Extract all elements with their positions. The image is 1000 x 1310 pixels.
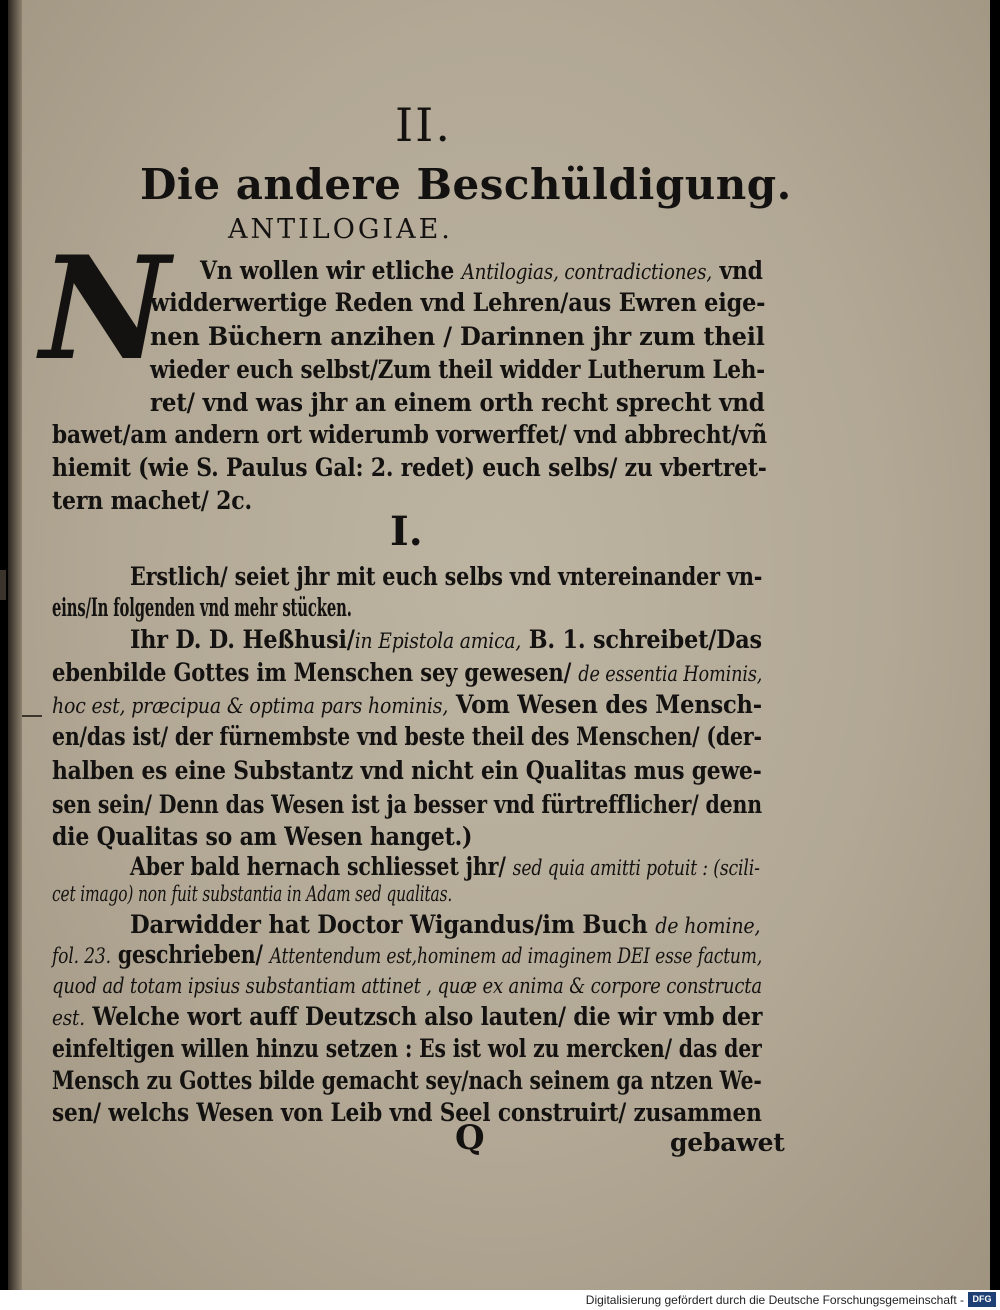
margin-mark-left: [0, 570, 6, 600]
dfg-logo: DFG: [968, 1292, 996, 1307]
text-line: [52, 756, 762, 785]
text-line: [52, 1002, 762, 1031]
catchword: gebawet: [670, 1128, 785, 1157]
text-span: bawet/am andern ort widerumb vorwerffet/ vnd abbrecht/vñ: [52, 420, 767, 449]
text-span: eins/In folgenden vnd mehr stücken.: [52, 593, 352, 622]
text-span: I.: [390, 508, 423, 555]
footer-text: Digitalisierung gefördert durch die Deutsche Forschungsgemeinschaft -: [585, 1293, 964, 1307]
text-span: nen Büchern anzihen / Darinnen jhr zum theil: [150, 322, 765, 351]
text-span: halben es eine Substantz vnd nicht ein Qualitas mus gewe-: [52, 756, 762, 785]
section-subheading: ANTILOGIAE.: [228, 214, 453, 245]
chapter-numeral: II.: [395, 98, 452, 152]
text-span: hiemit (wie S. Paulus Gal: 2. redet) euch selbs/ zu vbertret-: [52, 453, 767, 482]
text-span: en/das ist/ der fürnembste vnd beste theil des Menschen/ (der-: [52, 722, 762, 751]
text-line: [52, 790, 762, 819]
latin-span: in Epistola amica,: [354, 629, 522, 653]
text-span: Erstlich/ seiet jhr mit euch selbs vnd vntereinander vn-: [130, 562, 763, 591]
latin-span: cet imago) non fuit substantia in Adam sed qualitas.: [52, 882, 453, 906]
text-line: [200, 256, 763, 285]
latin-span: quod ad totam ipsius substantiam attinet , quæ ex anima & corpore constructa: [52, 974, 762, 998]
text-span: Vom Wesen des Mensch-: [448, 690, 762, 719]
text-line: [52, 822, 472, 851]
signature-mark: Q: [455, 1118, 485, 1158]
text-line: [52, 1098, 762, 1127]
text-line: [52, 1066, 762, 1095]
text-line: [52, 878, 452, 907]
text-span: wieder euch selbst/Zum theil widder Lutherum Leh-: [150, 355, 765, 384]
footer-bar: [0, 1290, 1000, 1310]
latin-span: fol. 23.: [52, 944, 111, 968]
text-span: Welche wort auff Deutzsch also lauten/ die wir vmb der: [84, 1002, 763, 1031]
latin-span: sed quia amitti potuit : (scili-: [512, 856, 760, 880]
text-span: tern machet/ 2c.: [52, 486, 252, 515]
text-span: Ihr D. D. Heßhusi/: [130, 625, 355, 654]
text-span: vnd: [712, 256, 763, 285]
text-line: [52, 486, 252, 515]
text-line: [130, 562, 762, 591]
text-line: [52, 420, 767, 449]
text-span: geschrieben/: [110, 940, 270, 969]
text-line: [52, 658, 762, 687]
latin-span: est.: [52, 1006, 85, 1030]
text-span: widderwertige Reden vnd Lehren/aus Ewren eige-: [150, 288, 766, 317]
text-line: [52, 970, 762, 999]
text-line: [130, 910, 760, 939]
text-line: [390, 508, 423, 555]
text-line: [130, 852, 760, 881]
page-title: Die andere Beschüldigung.: [140, 160, 792, 209]
text-line: [150, 355, 765, 384]
text-line: [150, 288, 765, 317]
latin-span: de homine,: [655, 914, 761, 938]
text-span: einfeltigen willen hinzu setzen : Es ist wol zu mercken/ das der: [52, 1034, 762, 1063]
text-line: [150, 388, 765, 417]
latin-span: de essentia Hominis,: [578, 662, 763, 686]
text-span: Darwidder hat Doctor Wigandus/im Buch: [130, 910, 656, 939]
text-line: [150, 322, 765, 351]
latin-span: hoc est, præcipua & optima pars hominis,: [52, 694, 449, 718]
text-span: sen/ welchs Wesen von Leib vnd Seel construirt/ zusammen: [52, 1098, 762, 1127]
text-line: [52, 453, 767, 482]
text-span: ebenbilde Gottes im Menschen sey gewesen/: [52, 658, 579, 687]
text-span: ret/ vnd was jhr an einem orth recht sprecht vnd: [150, 388, 765, 417]
text-line: [52, 722, 762, 751]
text-line: [52, 690, 762, 719]
text-line: [130, 625, 762, 654]
latin-span: Attentendum est,hominem ad imaginem DEI esse factum,: [269, 944, 763, 968]
margin-mark: [22, 715, 42, 717]
decorated-initial: N: [40, 226, 170, 392]
latin-span: Antilogias, contradictiones,: [461, 260, 713, 284]
text-line: [52, 593, 352, 622]
text-line: [52, 940, 762, 969]
text-span: Mensch zu Gottes bilde gemacht sey/nach seinem ga ntzen We-: [52, 1066, 762, 1095]
text-span: Aber bald hernach schliesset jhr/: [130, 852, 513, 881]
text-span: B. 1. schreibet/Das: [521, 625, 762, 654]
page-gutter: [8, 0, 22, 1290]
text-span: die Qualitas so am Wesen hanget.): [52, 822, 473, 851]
text-span: Vn wollen wir etliche: [200, 256, 462, 285]
text-span: sen sein/ Denn das Wesen ist ja besser vnd fürtrefflicher/ denn: [52, 790, 762, 819]
text-line: [52, 1034, 762, 1063]
